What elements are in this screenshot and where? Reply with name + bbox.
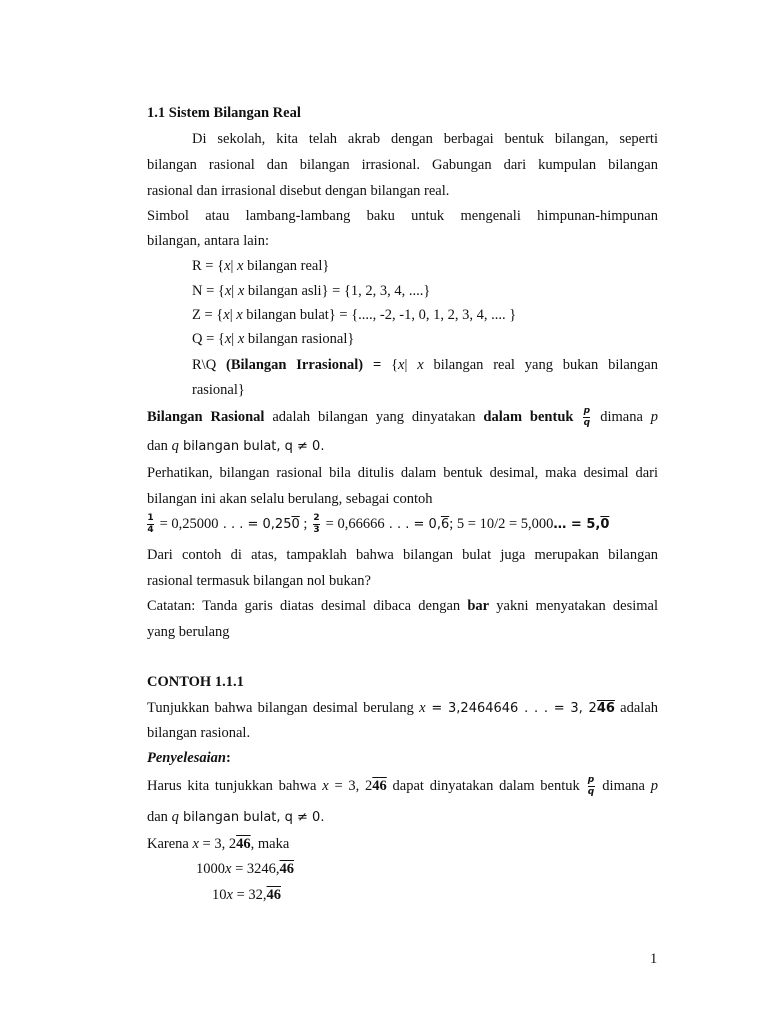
fraction-two-thirds: $\frac{2}{3}$: [313, 513, 320, 535]
note-line: Catatan: Tanda garis diatas desimal dibaca dengan bar yakni menyatakan desimal: [147, 598, 658, 614]
example-statement-cont: bilangan rasional.: [147, 725, 251, 741]
section-heading: 1.1 Sistem Bilangan Real: [147, 105, 301, 121]
equation-10x: 10x = 32,46: [212, 887, 281, 903]
page-number: 1: [650, 951, 658, 967]
rational-definition: Bilangan Rasional adalah bilangan yang dinyatakan dalam bentuk $\frac{p}{q}$ dimana p: [147, 406, 658, 428]
solution-line: Harus kita tunjukkan bahwa x = 3, 246 dapat dinyatakan dalam bentuk $\frac{p}{q}$ dimana p: [147, 775, 658, 797]
paragraph-line: Dari contoh di atas, tampaklah bahwa bilangan bulat juga merupakan bilangan: [147, 547, 658, 563]
paragraph-line: Simbol atau lambang-lambang baku untuk mengenali himpunan-himpunan: [147, 208, 658, 224]
note-line: yang berulang: [147, 624, 230, 640]
example-heading: CONTOH 1.1.1: [147, 674, 244, 690]
equation-1000x: 1000x = 3246,46: [196, 861, 294, 877]
solution-line: Karena x = 3, 246, maka: [147, 836, 290, 852]
rational-definition-cont: dan q bilangan bulat, q ≠ 0.: [147, 438, 325, 454]
set-definition-irrational: R\Q (Bilangan Irrasional) = {x| x bilangan real yang bukan bilangan: [192, 357, 658, 373]
solution-label: Penyelesaian:: [147, 750, 231, 766]
solution-line-cont: dan q bilangan bulat, q ≠ 0.: [147, 809, 325, 825]
set-definition-z: Z = {x| x bilangan bulat} = {...., -2, -1, 0, 1, 2, 3, 4, .... }: [192, 307, 517, 323]
paragraph-line: bilangan, antara lain:: [147, 233, 269, 249]
example-statement: Tunjukkan bahwa bilangan desimal berulang x = 3,2464646 . . . = 3, 246 adalah: [147, 700, 659, 716]
fraction-one-quarter: $\frac{1}{4}$: [147, 513, 154, 535]
paragraph-line: rasional dan irrasional disebut dengan bilangan real.: [147, 183, 450, 199]
set-definition-n: N = {x| x bilangan asli} = {1, 2, 3, 4, ....}: [192, 283, 431, 299]
set-definition-irrational-cont: rasional}: [192, 382, 245, 398]
fraction-p-over-q: $\frac{p}{q}$: [587, 775, 595, 797]
set-definition-r: R = {x| x bilangan real}: [192, 258, 330, 274]
fraction-p-over-q: $\frac{p}{q}$: [583, 406, 591, 428]
paragraph-line: bilangan rasional dan bilangan irrasional. Gabungan dari kumpulan bilangan: [147, 157, 658, 173]
set-definition-q: Q = {x| x bilangan rasional}: [192, 331, 355, 347]
paragraph-line: Di sekolah, kita telah akrab dengan berbagai bentuk bilangan, seperti: [192, 131, 658, 147]
paragraph-line: rasional termasuk bilangan nol bukan?: [147, 573, 371, 589]
paragraph-line: bilangan ini akan selalu berulang, sebagai contoh: [147, 491, 433, 507]
paragraph-line: Perhatikan, bilangan rasional bila ditulis dalam bentuk desimal, maka desimal dari: [147, 465, 658, 481]
decimal-examples: $\frac{1}{4}$ = 0,25000 . . . = 0,250 ; $\frac{2}{3}$ = 0,66666 . . . = 0,6; 5 = 10/2 = 5,000… = 5,0: [147, 513, 610, 535]
